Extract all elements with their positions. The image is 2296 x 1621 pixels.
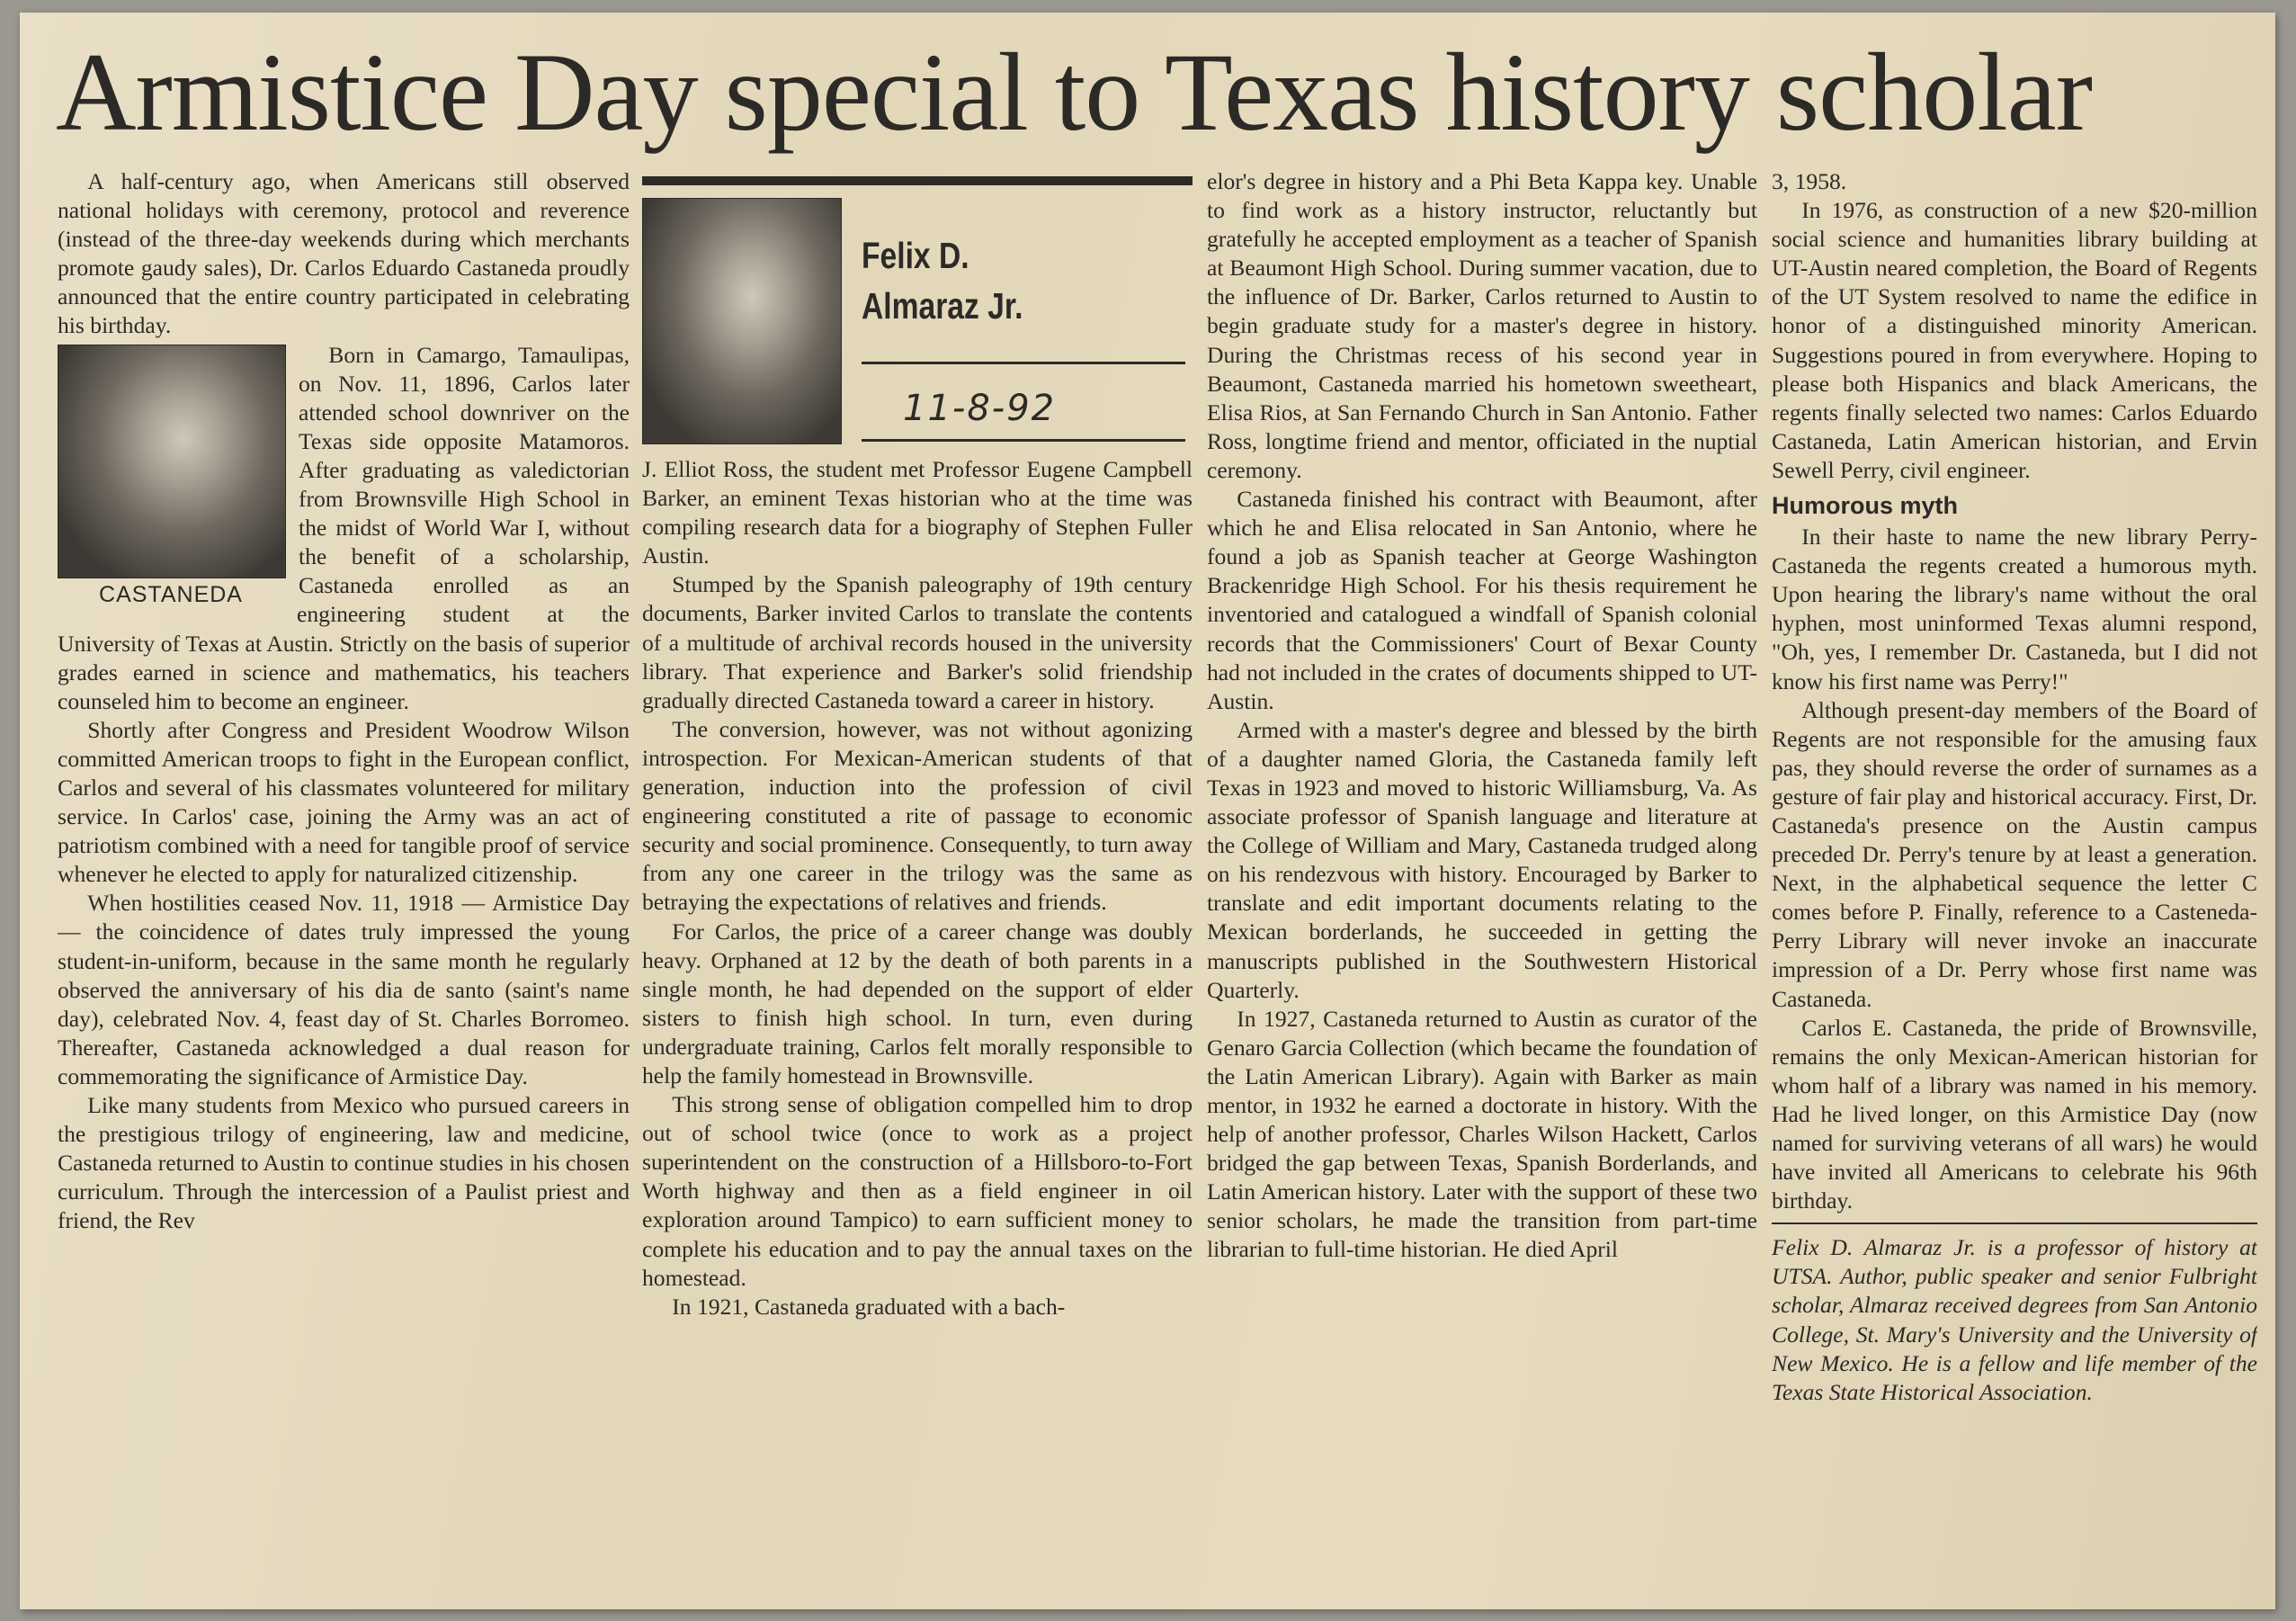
paragraph: The conversion, however, was not without agonizing introspection. For Mexican-American students of that generation, induction into the profession of civil engineering constituted a rite of passage to economic security and social prominence. Consequently, to turn away from any one career in the trilogy was the same as betraying the expectations of relatives and friends. [642, 715, 1193, 916]
paragraph: This strong sense of obligation compelled him to drop out of school twice (once to work as a project superintendent on the construction of a Hillsboro-to-Fort Worth highway and then as a field engineer in oil exploration around Tampico) to earn sufficient money to complete his education and to pay the annual taxes on the homestead. [642, 1091, 1193, 1291]
article-column-1 [58, 167, 630, 1598]
headline: Armistice Day special to Texas history scholar [56, 31, 2092, 154]
paragraph: elor's degree in history and a Phi Beta Kappa key. Unable to find work as a history instructor, reluctantly but gratefully he accepted employment as a teacher of Spanish at Beaumont High School. During summer vacation, due to the influence of Dr. Barker, Carlos returned to Austin to begin graduate study for a master's degree in history. During the Christmas recess of his second year in Beaumont, Castaneda married his hometown sweetheart, Elisa Rios, at San Fernando Church in San Antonio. Father Ross, longtime friend and mentor, officiated in the nuptial ceremony. [1207, 168, 1757, 483]
byline-author [862, 230, 1127, 331]
photo-caption: CASTANEDA [99, 581, 243, 607]
paragraph: Castaneda finished his contract with Beaumont, after which he and Elisa relocated in San Antonio, where he found a job as Spanish teacher at George Washington Brackenridge High School. For his thesis requirement he inventoried and catalogued a windfall of Spanish colonial records that the Commissioners' Court of Bexar County had not included in the crates of documents shipped to UT-Austin. [1207, 486, 1757, 714]
byline-box [642, 198, 1193, 443]
paragraph: Armed with a master's degree and blessed by the birth of a daughter named Gloria, the Castaneda family left Texas in 1923 and moved to historic Williamsburg, Va. As associate professor of Spanish language and literature at the College of William and Mary, Castaneda trudged along on his rendezvous with history. Encouraged by Barker to translate and edit important documents relating to the Mexican borderlands, he succeeded in getting the manuscripts published in the Southwestern Historical Quarterly. [1207, 716, 1757, 1003]
handwritten-date: 11-8-92 [903, 388, 1057, 429]
byline-name-line1: Felix D. [862, 235, 969, 276]
article-column-3 [1207, 167, 1757, 1598]
paragraph: Although present-day members of the Board of Regents are not responsible for the amusing faux pas, they should reverse the order of surnames as a gesture of fair play and historical accuracy. First, Dr. Castaneda's presence on the Austin campus preceded Dr. Perry's tenure by at least a generation. Next, in the alphabetical sequence the letter C comes before P. Finally, reference to a Casteneda-Perry Library will never invoke an inaccurate impression of a Dr. Perry whose first name was Castaneda. [1772, 696, 2257, 1012]
byline-rule [642, 176, 1193, 185]
paragraph: For Carlos, the price of a career change was doubly heavy. Orphaned at 12 by the death of both parents in a single month, he had depended on the support of elder sisters to finish high school. In turn, even during undergraduate training, Carlos felt morally responsible to help the family homestead in Brownsville. [642, 918, 1193, 1088]
paragraph: In their haste to name the new library Perry-Castaneda the regents created a humorous myth. Upon hearing the library's name without the oral hyphen, most uninformed Texas alumni respond, "Oh, yes, I remember Dr. Castaneda, but I did not know his first name was Perry!" [1772, 524, 2257, 694]
newspaper-clipping [20, 13, 2275, 1609]
paragraph: Carlos E. Castaneda, the pride of Brownsville, remains the only Mexican-American historian for whom half of a library was named in his memory. Had he lived longer, on this Armistice Day (now named for surviving veterans of all wars) he would have invited all Americans to celebrate his 96th birthday. [1772, 1014, 2257, 1214]
byline-underline-bottom [862, 439, 1185, 442]
bio-divider [1772, 1222, 2257, 1224]
paragraph: Born in Camargo, Tamaulipas, on Nov. 11, 1896, Carlos later attended school downriver on the Texas side opposite Matamoros. After graduating as valedictorian from Brownsville High School in the midst of World War I, without the benefit of a scholarship, Castaneda enrolled as an engineering student at the University of Texas at Austin. Strictly on the basis of superior grades earned in science and mathematics, his teachers counseled him to become an engineer. [58, 341, 630, 714]
author-bio: Felix D. Almaraz Jr. is a professor of history at UTSA. Author, public speaker and senior Fulbright scholar, Almaraz received degrees from San Antonio College, St. Mary's University and the University of New Mexico. He is a fellow and life member of the Texas State Historical Association. [1772, 1234, 2257, 1405]
paragraph: A half-century ago, when Americans still observed national holidays with ceremony, protocol and reverence (instead of the three-day weekends during which merchants promote gaudy sales), Dr. Carlos Eduardo Castaneda proudly announced that the entire country participated in celebrating his birthday. [58, 168, 630, 339]
paragraph: Stumped by the Spanish paleography of 19th century documents, Barker invited Carlos to translate the contents of a multitude of archival records housed in the university library. That experience and Barker's solid friendship gradually directed Castaneda toward a career in history. [642, 571, 1193, 713]
castaneda-portrait-photo [58, 345, 286, 578]
paragraph: In 1927, Castaneda returned to Austin as curator of the Genaro Garcia Collection (which became the foundation of the Latin American Library). Again with Barker as main mentor, in 1932 he earned a doctorate in history. With the help of another professor, Charles Wilson Hackett, Carlos bridged the gap between Texas, Spanish Borderlands, and Latin American history. Later with the support of these two senior scholars, he made the transition from part-time librarian to full-time historian. He died April [1207, 1005, 1757, 1263]
almaraz-portrait-photo [642, 198, 842, 444]
paragraph: When hostilities ceased Nov. 11, 1918 — Armistice Day — the coincidence of dates truly impressed the young student-in-uniform, because in the same month he regularly observed the anniversary of his dia de santo (saint's name day), celebrated Nov. 4, feast day of St. Charles Borromeo. Thereafter, Castaneda acknowledged a dual reason for commemorating the significance of Armistice Day. [58, 890, 630, 1089]
paragraph: Like many students from Mexico who pursued careers in the prestigious trilogy of engineering, law and medicine, Castaneda returned to Austin to continue studies in his chosen curriculum. Through the intercession of a Paulist priest and friend, the Rev [58, 1092, 630, 1234]
article-column-4 [1772, 167, 2257, 1598]
article-column-2 [642, 157, 1193, 1596]
paragraph: 3, 1958. [1772, 168, 1847, 194]
subheading: Humorous myth [1772, 492, 1959, 520]
paragraph: In 1921, Castaneda graduated with a bach- [672, 1293, 1066, 1320]
byline-name-line2: Almaraz Jr. [862, 285, 1023, 327]
paragraph: Shortly after Congress and President Woodrow Wilson committed American troops to fight in the European conflict, Carlos and several of his classmates volunteered for military service. In Carlos' case, joining the Army was an act of patriotism combined with a need for tangible proof of service whenever he elected to apply for naturalized citizenship. [58, 716, 630, 888]
byline-underline [862, 362, 1185, 364]
paragraph: J. Elliot Ross, the student met Professor Eugene Campbell Barker, an eminent Texas historian who at the time was compiling research data for a biography of Stephen Fuller Austin. [642, 456, 1193, 569]
paragraph: In 1976, as construction of a new $20-million social science and humanities library building at UT-Austin neared completion, the Board of Regents of the UT System resolved to name the edifice in honor of a distinguished minority American. Suggestions poured in from everywhere. Hoping to please both Hispanics and black Americans, the regents finally selected two names: Carlos Eduardo Castaneda, Latin American historian, and Ervin Sewell Perry, civil engineer. [1772, 197, 2257, 483]
